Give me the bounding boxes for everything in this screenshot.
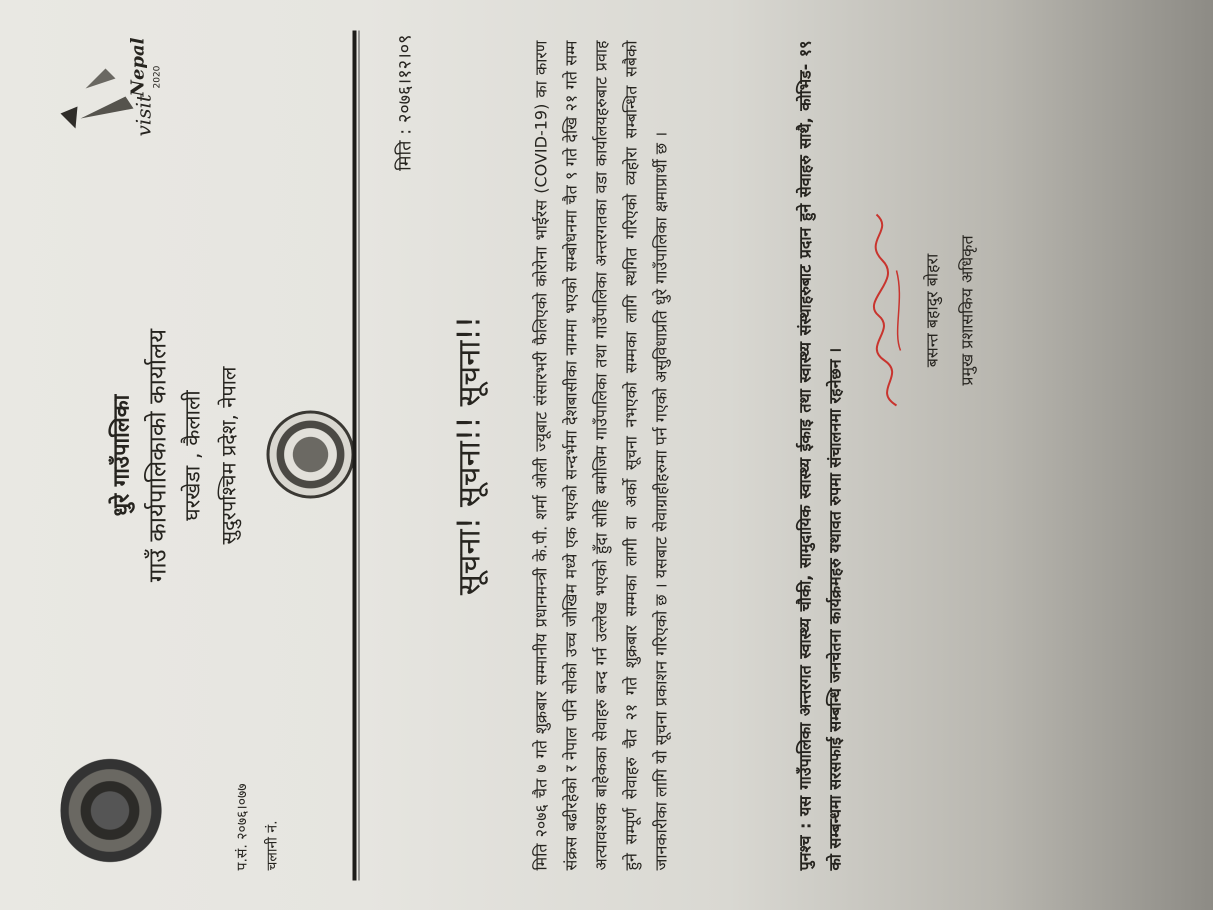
notice-date: मिति : २०७६।१२।०९ bbox=[394, 34, 415, 171]
notice-headline: सूचना! सूचना!! सूचना!! bbox=[451, 315, 487, 595]
office-location: घरखेडा , कैलाली bbox=[180, 389, 204, 521]
office-province: सुदुरपश्चिम प्रदेश, नेपाल bbox=[216, 366, 240, 544]
notice-postscript: पुनश्च : यस गाउँपालिका अन्तरगत स्वास्थ्य चौकी, सामुदायिक स्वास्थ्य ईकाइ तथा स्वास्थ्य संस्थाहरुबाट प्रदान हुने सेवाहरु साथै, कोभिड- १९ को सम्बन्धमा सरसफाई सम्बन्धि जनचेतना कार्यक्रमहरु यथावत रुपमा संचालनमा रहनेछन । bbox=[795, 40, 844, 870]
notice-body: मिति २०७६ चैत ७ गते शुक्रबार सम्मानीय प्रधानमन्त्री के.पी. शर्मा ओली ज्यूबाट संसारभरी फैलिएको कोरोना भाईरस (COVID-19) का कारण संक्रस बढीरहेको र नेपाल पनि सोको उच्च जोखिम मध्ये एक भएको सन्दर्भमा देशबासीका नाममा भएको सम्बोधनमा चैत ९ गते देखि २१ गते सम्म अत्यावश्यक बाहेकका सेवाहरु बन्द गर्न उल्लेख भएको हुँदा सोहि बमोजिम गाउँपालिका तथा गाउँपालिका अन्तरगतका वडा कार्यालयहरुबाट प्रवाह हुने सम्पूर्ण सेवाहरु चैत २१ गते शुक्रबार सम्मका लागी वा अर्को सूचना नभएको सम्मका लागि स्थगित गरिएको व्यहोरा सम्बन्धित सबैको जानकारीका लागि यो सूचना प्रकाशन गरिएको छ । यसबाट सेवाग्राहीहरुमा पर्न गएको असुविधाप्रति धुरे गाउँपालिका क्षमाप्रार्थी छ । bbox=[531, 40, 670, 870]
office-name: गाउँ कार्यपालिकाको कार्यालय bbox=[143, 328, 171, 582]
svg-text:2020: 2020 bbox=[152, 65, 162, 88]
office-stamp-icon bbox=[266, 410, 354, 498]
org-name: धुरे गाउँपालिका bbox=[109, 394, 134, 516]
dispatch-number: चलानी नं. bbox=[264, 819, 280, 870]
reference-fiscal-year: प.सं. २०७६।०७७ bbox=[234, 782, 250, 870]
svg-text:visit: visit bbox=[131, 93, 155, 136]
signatory-name: बसन्त बहादुर बोहरा bbox=[922, 253, 941, 367]
header-divider-thin bbox=[358, 30, 359, 880]
header-divider bbox=[352, 30, 356, 880]
signatory-title: प्रमुख प्रशासकिय अधिकृत bbox=[957, 234, 976, 386]
svg-text:Nepal: Nepal bbox=[127, 37, 148, 96]
signature-icon bbox=[866, 210, 908, 410]
